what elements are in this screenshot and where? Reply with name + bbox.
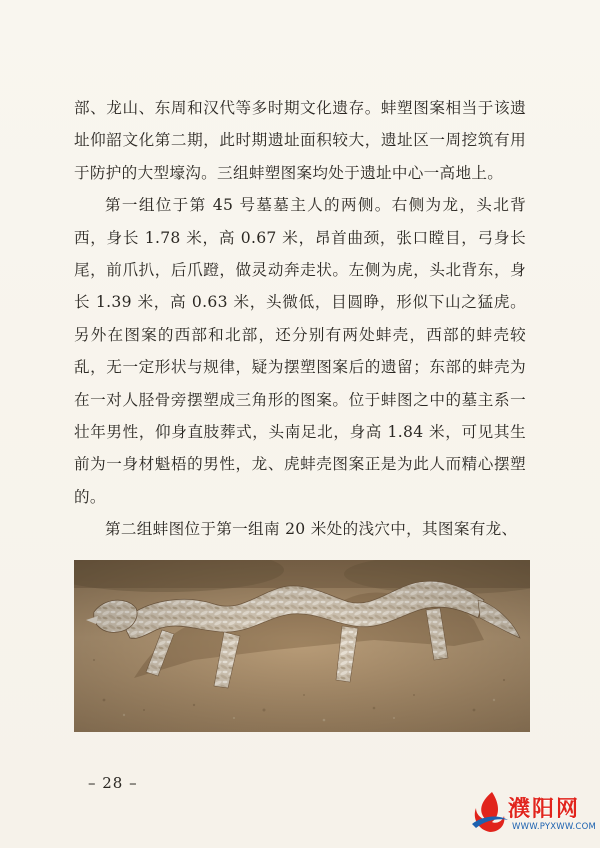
- pyxww-watermark-logo[interactable]: [470, 790, 596, 842]
- flame-swirl-icon: [470, 790, 510, 834]
- shell-mosaic-dragon-photo: [74, 560, 530, 732]
- paragraph-group-one: 第一组位于第 45 号墓墓主人的两侧。右侧为龙，头北背西，身长 1.78 米，高 0.67 米，昂首曲颈，张口瞠目，弓身长尾，前爪扒，后爪蹬，做灵动奔走状。左侧为虎，头北背东，身长 1.39 米，高 0.63 米，头微低，目圆睁，形似下山之猛虎。另外在图案的西部和北部，还分别有两处蚌壳，西部的蚌壳较乱，无一定形状与规律，疑为摆塑图案后的遗留；东部的蚌壳为在一对人胫骨旁摆塑成三角形的图案。位于蚌图之中的墓主系一壮年男性，仰身直肢葬式，头南足北，身高 1.84 米，可见其生前为一身材魁梧的男性，龙、虎蚌壳图案正是为此人而精心摆塑的。: [74, 196, 526, 506]
- paragraph-continuation: 部、龙山、东周和汉代等多时期文化遗存。蚌塑图案相当于该遗址仰韶文化第二期，此时期遗址面积较大，遗址区一周挖筑有用于防护的大型壕沟。三组蚌塑图案均处于遗址中心一高地上。: [74, 99, 526, 182]
- watermark-site-name: 濮阳网: [508, 797, 581, 822]
- page-number: – 28 –: [88, 774, 138, 792]
- body-text: [74, 92, 526, 546]
- watermark-site-url: WWW.PYXWW.COM: [512, 822, 596, 832]
- paragraph-group-two: 第二组蚌图位于第一组南 20 米处的浅穴中，其图案有龙、: [105, 520, 518, 539]
